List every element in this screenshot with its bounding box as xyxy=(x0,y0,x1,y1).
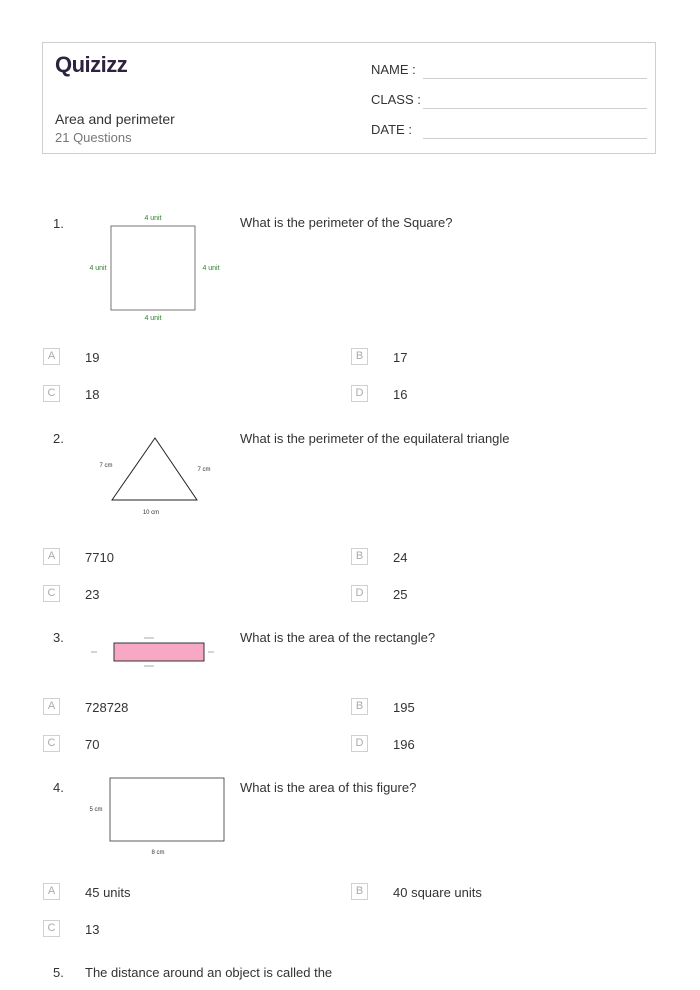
name-label: NAME : xyxy=(371,62,416,77)
question-text: What is the area of the rectangle? xyxy=(240,630,436,645)
worksheet-title: Area and perimeter xyxy=(55,111,175,127)
option-b-box[interactable]: B xyxy=(351,548,368,565)
rectangle-figure xyxy=(88,633,223,673)
square-figure xyxy=(80,210,230,325)
square-shape xyxy=(111,226,195,310)
date-label: DATE : xyxy=(371,122,412,137)
triangle-figure xyxy=(90,432,220,522)
question-number: 5. xyxy=(53,965,64,980)
side-label-bottom: 4 unit xyxy=(144,315,162,322)
side-label-right: 4 unit xyxy=(202,265,220,272)
question-text: What is the area of this figure? xyxy=(240,780,417,795)
option-b-text: 24 xyxy=(393,550,408,565)
option-c-text: 70 xyxy=(85,737,100,752)
option-c-text: 23 xyxy=(85,587,100,602)
option-a-box[interactable]: A xyxy=(43,548,60,565)
option-b-box[interactable]: B xyxy=(351,883,368,900)
option-b-text: 40 square units xyxy=(393,885,482,900)
option-a-box[interactable]: A xyxy=(43,883,60,900)
option-c-box[interactable]: C xyxy=(43,735,60,752)
option-c-box[interactable]: C xyxy=(43,920,60,937)
option-a-box[interactable]: A xyxy=(43,348,60,365)
quizizz-logo: Quizizz xyxy=(55,52,128,77)
option-b-box[interactable]: B xyxy=(351,348,368,365)
pink-rectangle xyxy=(114,643,204,661)
option-c-text: 18 xyxy=(85,387,100,402)
side-label-left: 4 unit xyxy=(89,265,107,272)
class-field[interactable] xyxy=(423,108,647,109)
triangle-shape xyxy=(112,438,197,500)
option-a-text: 7710 xyxy=(85,550,114,565)
option-b-box[interactable]: B xyxy=(351,698,368,715)
side-label-left: 7 cm xyxy=(99,463,113,469)
question-number: 3. xyxy=(53,630,64,645)
option-a-box[interactable]: A xyxy=(43,698,60,715)
side-label-left: 5 cm xyxy=(89,807,103,813)
side-label-top: 4 unit xyxy=(144,215,162,222)
option-a-text: 728728 xyxy=(85,700,129,715)
option-c-box[interactable]: C xyxy=(43,585,60,602)
question-number: 2. xyxy=(53,431,64,446)
option-b-text: 17 xyxy=(393,350,408,365)
name-field[interactable] xyxy=(423,78,647,79)
side-label-right: 7 cm xyxy=(197,467,211,473)
question-count: 21 Questions xyxy=(55,130,132,145)
date-field[interactable] xyxy=(423,138,647,139)
option-b-text: 195 xyxy=(393,700,415,715)
question-number: 1. xyxy=(53,216,64,231)
side-label-bottom: 10 cm xyxy=(142,510,160,516)
option-a-text: 45 units xyxy=(85,885,131,900)
option-d-box[interactable]: D xyxy=(351,735,368,752)
option-c-text: 13 xyxy=(85,922,100,937)
side-label-bottom: 8 cm xyxy=(151,850,165,856)
option-d-text: 196 xyxy=(393,737,415,752)
rectangle-shape xyxy=(110,778,224,841)
worksheet-header xyxy=(42,42,656,154)
question-text: The distance around an object is called the xyxy=(85,965,333,980)
question-text: What is the perimeter of the equilateral triangle xyxy=(240,431,510,446)
class-label: CLASS : xyxy=(371,92,421,107)
rectangle-figure xyxy=(84,775,234,860)
option-d-box[interactable]: D xyxy=(351,385,368,402)
option-d-box[interactable]: D xyxy=(351,585,368,602)
option-c-box[interactable]: C xyxy=(43,385,60,402)
question-number: 4. xyxy=(53,780,64,795)
question-text: What is the perimeter of the Square? xyxy=(240,215,453,230)
option-d-text: 16 xyxy=(393,387,408,402)
option-a-text: 19 xyxy=(85,350,100,365)
option-d-text: 25 xyxy=(393,587,408,602)
